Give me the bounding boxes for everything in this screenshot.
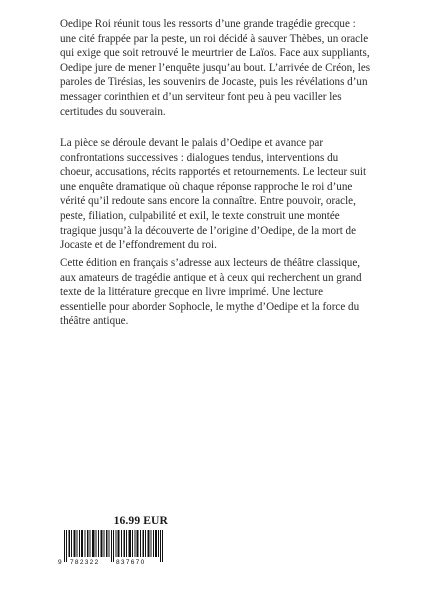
price-label: 16.99 EUR xyxy=(113,514,168,527)
barcode-bars xyxy=(64,530,164,562)
barcode-left-digits: 782322 xyxy=(70,559,100,566)
isbn-barcode xyxy=(58,530,168,570)
description-paragraph-3: Cette édition en français s’adresse aux lecteurs de théâtre classique, aux amateurs de tragédie antique et à ceux qui recherchent un grand texte de la littérature grecque en livre imprimé. Une lecture essentielle pour aborder Sophocle, le mythe d’Oedipe et la force du théâtre antique. xyxy=(60,257,362,328)
description-paragraph-2: La pièce se déroule devant le palais d’Oedipe et avance par confrontations successives : dialogues tendus, interventions du choeur, accusations, récits rapportés et retournements. Le lecteur suit une enquête dramatique où chaque réponse rapproche le roi d’une vérité qu’il redoute sans encore la connaître. Entre pouvoir, oracle, peste, filiation, culpabilité et exil, le texte construit une montée tragique jusqu’à la découverte de l’origine d’Oedipe, de la mort de Jocaste et de l’effondrement du roi. xyxy=(60,137,367,252)
description-paragraph-1: Oedipe Roi réunit tous les ressorts d’une grande tragédie grecque : une cité frappée par la peste, un roi décidé à sauver Thèbes, un oracle qui exige que soit retrouvé le meurtrier de Laïos. Face aux suppliants, Oedipe jure de mener l’enquête jusqu’au bout. L’arrivée de Créon, les paroles de Tirésias, les souvenirs de Jocaste, puis les révélations d’un messager corinthien et d’un serviteur font peu à peu vaciller les certitudes du souverain. xyxy=(60,18,371,118)
barcode-lead-digit: 9 xyxy=(58,559,62,566)
barcode-right-digits: 837670 xyxy=(116,559,146,566)
